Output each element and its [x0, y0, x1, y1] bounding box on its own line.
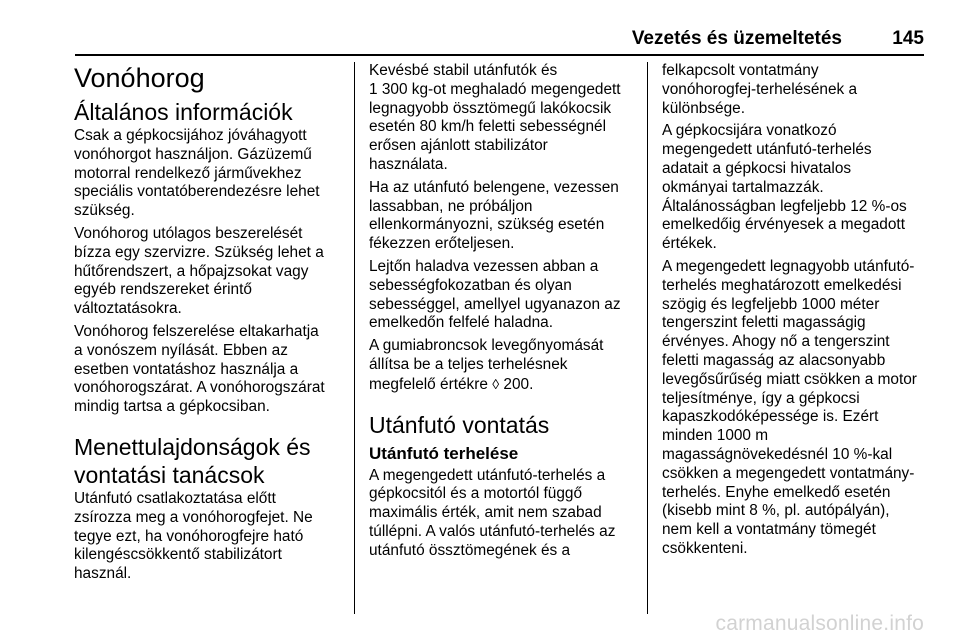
column-1	[74, 62, 344, 588]
heading-trailer-towing: Utánfutó vontatás	[369, 411, 550, 438]
watermark: carmanualsonline.info	[715, 612, 924, 635]
paragraph: Utánfutó csatlakoztatása előtt zsírozza meg a vonóhorogfejet. Ne tegye ezt, ha vonóhorogfejre ható kilengéscsökkentő stabilizátort használ.	[74, 489, 313, 583]
paragraph-tyre-pressure	[369, 337, 639, 394]
paragraph: Vonóhorog felszerelése eltakarhatja a vonószem nyílását. Ebben az esetben vontatáshoz használja a vonóhorogszárat. A vonóhorogszárat mindig tartsa a gépkocsiban.	[74, 322, 325, 416]
subheading-trailer-load: Utánfutó terhelése	[369, 443, 519, 463]
header-divider	[75, 54, 924, 56]
page-reference-icon: ◊	[492, 375, 500, 392]
paragraph-text: A gumiabroncsok levegőnyomását állítsa be a teljes terhelésnek megfelelő értékre	[369, 337, 604, 393]
paragraph: Csak a gépkocsijához jóváhagyott vonóhorgot használjon. Gázüzemű motorral rendelkező járművekhez speciális vontatóberendezésre lehet szükség.	[74, 127, 320, 220]
column-3	[662, 62, 932, 563]
paragraph: felkapcsolt vontatmány vonóhorogfej-terhelésének a különbsége.	[662, 62, 858, 117]
column-2	[369, 62, 639, 565]
heading-driving-tips: Menettulajdonságok és vontatási tanácsok	[74, 433, 311, 488]
chapter-heading: Vonóhorog	[74, 63, 205, 93]
page-header	[0, 24, 960, 54]
paragraph: A megengedett legnagyobb utánfutó- terhelés meghatározott emelkedési szögig és legfeljebb 1000 méter tengerszint feletti magasságig érvényes. Ahogy nő a tengerszint feletti magasság az alacsonyabb levegősűrűség miatt csökken a motor teljesítménye, így a gépkocsi kapaszkodóképessége is. Ezért minden 1000 m magasságnövekedésnél 10 %-kal csökken a megengedett vontatmány- terhelés. Enyhe emelkedő esetén (kisebb mint 8 %, pl. autópályán), nem kell a vontatmány tömegét csökkenteni.	[662, 257, 917, 557]
page-number: 145	[892, 28, 924, 49]
paragraph: A megengedett utánfutó-terhelés a gépkocsitól és a motortól függő maximális érték, amit nem szabad túllépni. A valós utánfutó-terhelés az utánfutó össztömegének és a	[369, 466, 616, 559]
paragraph: Lejtőn haladva vezessen abban a sebességfokozatban és olyan sebességgel, amellyel ugyanazon az emelkedőn felfelé haladna.	[369, 257, 621, 332]
heading-general-info: Általános információk	[74, 99, 293, 125]
paragraph: A gépkocsijára vonatkozó megengedett utánfutó-terhelés adatait a gépkocsi hivatalos okmányai tartalmazzák. Általánosságban legfeljebb 12 %-os emelkedőig érvényesek a megadott értékek.	[662, 122, 907, 253]
paragraph: Kevésbé stabil utánfutók és 1 300 kg-ot meghaladó megengedett legnagyobb össztömegű lakókocsik esetén 80 km/h feletti sebességnél erősen ajánlott stabilizátor használata.	[369, 62, 621, 173]
column-divider-2	[647, 62, 648, 614]
paragraph: Ha az utánfutó belengene, vezessen lassabban, ne próbáljon ellenkormányozni, szükség esetén fékezzen erőteljesen.	[369, 178, 619, 253]
page-reference[interactable]: 200.	[499, 375, 534, 393]
paragraph: Vonóhorog utólagos beszerelését bízza egy szervizre. Szükség lehet a hűtőrendszert, a hőpajzsokat vagy egyéb rendszereket érintő változtatásokra.	[74, 224, 324, 318]
column-divider-1	[354, 62, 355, 614]
section-title: Vezetés és üzemeltetés	[631, 28, 842, 49]
